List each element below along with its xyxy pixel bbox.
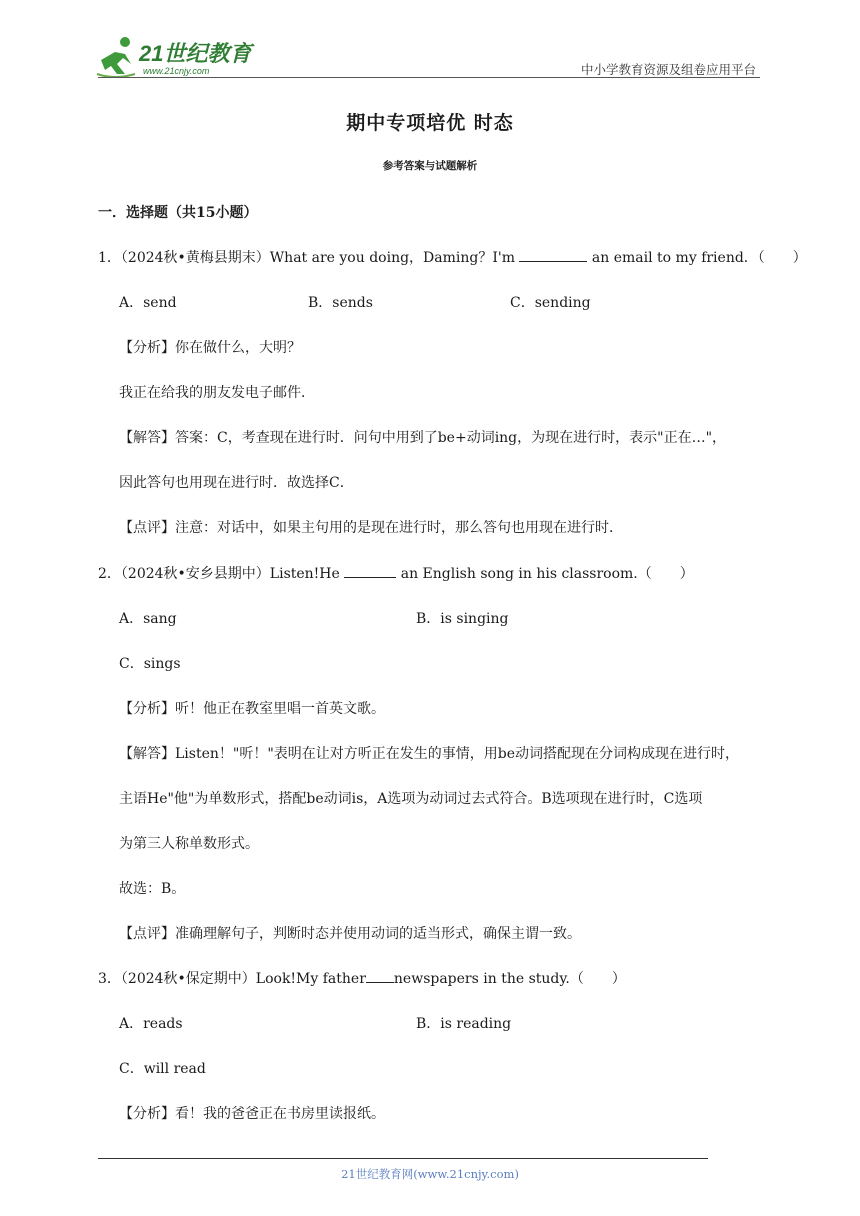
answer-text: 因此答句也用现在进行时．故选择C． — [119, 475, 354, 491]
option-c: C．sending — [510, 295, 591, 311]
page-title: 期中专项培优 时态 — [346, 112, 514, 134]
footer-divider — [98, 1158, 708, 1159]
option-c: C．will read — [119, 1061, 206, 1077]
option-c: C．sings — [119, 656, 181, 672]
section-heading: 一．选择题（共15小题） — [98, 205, 258, 221]
option-a: A．sang — [119, 611, 177, 627]
analysis-text: 【分析】你在做什么，大明？ — [119, 340, 301, 356]
answer-blank — [344, 563, 396, 578]
answer-text: 为第三人称单数形式。 — [119, 836, 259, 852]
site-logo — [95, 34, 260, 80]
question-1-stem — [98, 247, 807, 267]
option-a: A．reads — [119, 1016, 183, 1032]
question-3-stem-b: newspapers in the study.（ ） — [393, 971, 626, 987]
platform-label: 中小学教育资源及组卷应用平台 — [580, 62, 756, 77]
answer-blank — [519, 247, 587, 262]
comment-text: 【点评】准确理解句子，判断时态并使用动词的适当形式，确保主谓一致。 — [119, 926, 581, 942]
choice-text: 故选：B。 — [119, 881, 186, 897]
comment-text: 【点评】注意：对话中，如果主句用的是现在进行时，那么答句也用现在进行时． — [119, 520, 623, 536]
answer-text: 【解答】Listen！"听！"表明在让对方听正在发生的事情，用be动词搭配现在分词构成现在进行时， — [119, 746, 740, 762]
question-2-stem-b: an English song in his classroom.（ ） — [400, 566, 694, 582]
option-b: B．is singing — [416, 611, 509, 627]
question-1-stem-a: 1．（2024秋•黄梅县期末）What are you doing，Daming？I'm — [98, 250, 516, 266]
answer-text: 主语He"他"为单数形式，搭配be动词is，A选项为动词过去式符合。B选项现在进行时，C选项 — [119, 791, 703, 807]
question-3-stem-a: 3．（2024秋•保定期中）Look!My father — [98, 971, 366, 987]
question-3-stem — [98, 968, 626, 988]
option-a: A．send — [119, 295, 177, 311]
analysis-text: 我正在给我的朋友发电子邮件． — [119, 385, 315, 401]
option-b: B．is reading — [416, 1016, 512, 1032]
logo-url: www.21cnjy.com — [143, 66, 210, 76]
footer-link[interactable]: 21世纪教育网(www.21cnjy.com) — [341, 1167, 519, 1181]
question-1-stem-b: an email to my friend．（ ） — [591, 250, 807, 266]
answer-blank — [366, 968, 394, 983]
runner-logo-icon — [95, 34, 260, 80]
analysis-text: 【分析】听！他正在教室里唱一首英文歌。 — [119, 701, 385, 717]
question-2-stem — [98, 563, 694, 583]
answer-text: 【解答】答案：C，考查现在进行时．问句中用到了be+动词ing，为现在进行时，表示"正在…"， — [119, 430, 727, 446]
option-b: B．sends — [308, 295, 373, 311]
question-2-stem-a: 2．（2024秋•安乡县期中）Listen!He — [98, 566, 340, 582]
logo-text: 21世纪教育 — [139, 41, 252, 66]
analysis-text: 【分析】看！我的爸爸正在书房里读报纸。 — [119, 1106, 385, 1122]
header-divider — [98, 77, 760, 78]
page-subtitle: 参考答案与试题解析 — [382, 160, 478, 172]
